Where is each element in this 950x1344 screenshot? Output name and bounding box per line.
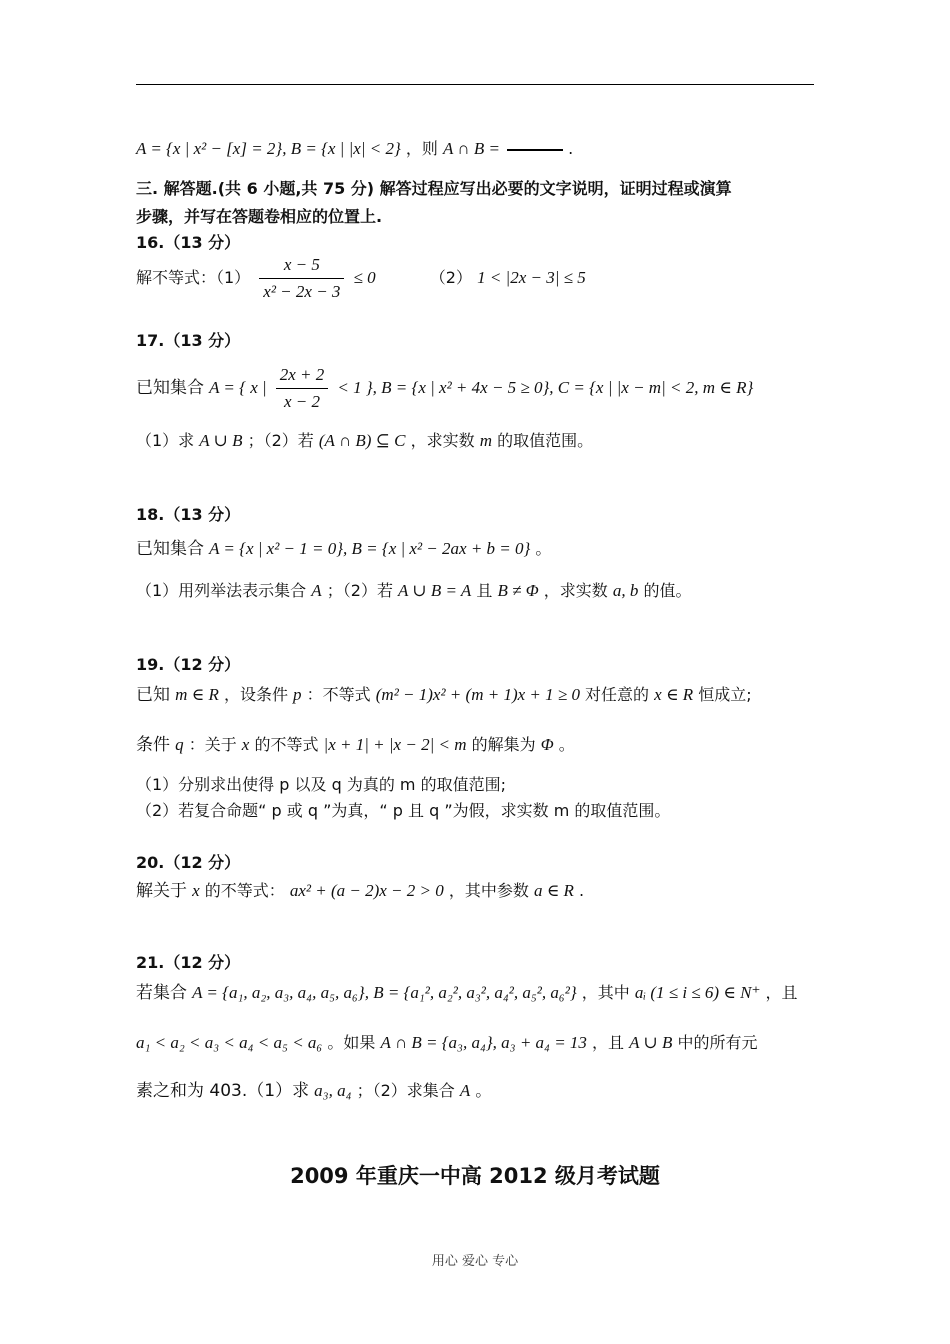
exam-title: 2009 年重庆一中高 2012 级月考试题 <box>290 1164 660 1188</box>
q21-set-definitions: A = {a₁, a₂, a₃, a₄, a₅, a₆}, B = {a₁², a₂², a₃², a₄², a₅², a₆²} <box>192 983 577 1002</box>
q18-set-definitions: A = {x | x² − 1 = 0}, B = {x | x² − 2ax + b = 0} <box>209 539 531 558</box>
q19-condition-p-inequality: (m² − 1)x² + (m + 1)x + 1 ≥ 0 <box>375 685 580 704</box>
q16-part2-inequality: 1 < |2x − 3| ≤ 5 <box>477 268 586 287</box>
q20-body: 解关于 x 的不等式： ax² + (a − 2)x − 2 > 0 ，其中参数 a ∈ R . <box>136 881 585 901</box>
q21-header: 21.（12 分） <box>136 953 241 972</box>
q16-body: 解不等式：（1） $\frac{x - 5}{\text{x² − 2x − 3}}$ ≤ 0 （2） 1 < |2x − 3| ≤ 5 <box>136 255 586 301</box>
q21-line2: a₁ < a₂ < a₃ < a₄ < a₅ < a₆ 。如果 A ∩ B = {a₃, a₄}, a₃ + a₄ = 13 ，且 A ∪ B 中的所有元 <box>136 1033 758 1052</box>
q19-line2: 条件 q ：关于 x 的不等式 |x + 1| + |x − 2| < m 的解集为 Φ 。 <box>136 735 575 755</box>
header-rule <box>136 84 814 85</box>
q19-part2: （2）若复合命题“ p 或 q ”为真，“ p 且 q ”为假，求实数 m 的取值范围。 <box>136 801 671 820</box>
q17-parts: （1）求 A ∪ B ；（2）若 (A ∩ B) ⊆ C ，求实数 m 的取值范围。 <box>136 431 594 450</box>
q19-line1: 已知 m ∈ R ，设条件 p ：不等式 (m² − 1)x² + (m + 1)x + 1 ≥ 0 对任意的 x ∈ R 恒成立; <box>136 685 752 705</box>
section3-heading-line2: 步骤，并写在答题卷相应的位置上. <box>136 207 383 226</box>
q18-body: 已知集合 A = {x | x² − 1 = 0}, B = {x | x² − 2ax + b = 0} 。 <box>136 539 552 559</box>
q20-inequality: ax² + (a − 2)x − 2 > 0 <box>289 881 444 900</box>
q19-part1: （1）分别求出使得 p 以及 q 为真的 m 的取值范围; <box>136 775 506 794</box>
q15-answer-label: A ∩ B = <box>442 139 500 158</box>
q21-line1: 若集合 A = {a₁, a₂, a₃, a₄, a₅, a₆}, B = {a₁², a₂², a₃², a₄², a₅², a₆²} ，其中 aᵢ (1 ≤ i ≤ 6) ∈ N⁺ ，且 <box>136 983 798 1003</box>
q21-line3: 素之和为 403.（1）求 a₃, a₄ ；（2）求集合 A 。 <box>136 1081 492 1101</box>
q19-header: 19.（12 分） <box>136 655 241 674</box>
answer-blank <box>507 149 563 151</box>
q17-body: 已知集合 A = { x | $\frac{2x + 2}{x - 2}$ < 1 }, B = {x | x² + 4x − 5 ≥ 0}, C = {x | |x − m| < 2, m ∈ R} <box>136 365 754 411</box>
section3-heading-line1: 三. 解答题.(共 6 小题,共 75 分) 解答过程应写出必要的文字说明，证明过程或演算 <box>136 179 732 198</box>
page-footer: 用心 爱心 专心 <box>431 1254 519 1269</box>
q17-fraction: $\frac{2x + 2}{x - 2}$ <box>276 364 329 413</box>
q17-header: 17.（13 分） <box>136 331 241 350</box>
q19-condition-q-inequality: |x + 1| + |x − 2| < m <box>323 735 467 754</box>
q17-set-definitions: < 1 }, B = {x | x² + 4x − 5 ≥ 0}, C = {x | |x − m| < 2, m ∈ R} <box>337 378 754 397</box>
q20-header: 20.（12 分） <box>136 853 241 872</box>
q15-continuation: A = {x | x² − [x] = 2}, B = {x | |x| < 2} ，则 A ∩ B = . <box>136 139 574 158</box>
q15-set-definition: A = {x | x² − [x] = 2}, B = {x | |x| < 2} <box>136 139 401 158</box>
q16-fraction: $\frac{x - 5}{\text{x² − 2x − 3}}$ <box>259 254 344 303</box>
q18-header: 18.（13 分） <box>136 505 241 524</box>
q16-header: 16.（13 分） <box>136 233 241 252</box>
q18-parts: （1）用列举法表示集合 A ；（2）若 A ∪ B = A 且 B ≠ Φ ，求实数 a, b 的值。 <box>136 581 692 600</box>
